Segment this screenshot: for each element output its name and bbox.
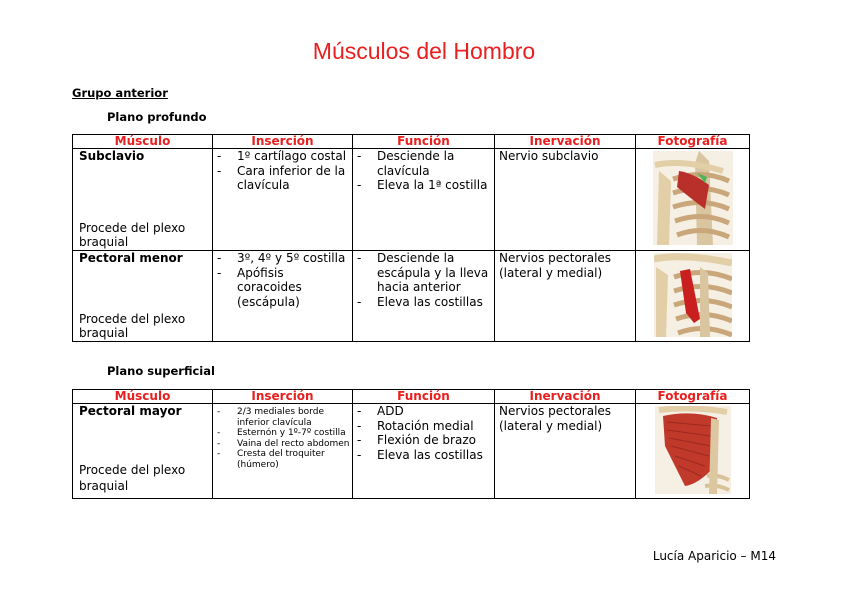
- superficial-plane-heading: Plano superficial: [107, 364, 215, 378]
- origin-note: Procede del plexo braquial: [79, 311, 186, 340]
- superficial-plane-table: [72, 389, 750, 499]
- list-item: - Apófisis coracoides (escápula): [217, 266, 352, 310]
- insertion-cell: [213, 149, 353, 251]
- function-cell: [353, 149, 495, 251]
- list-item: - Cresta del troquiter (húmero): [217, 449, 352, 470]
- list-item: - Desciende la clavícula: [357, 149, 494, 178]
- list-item: - Flexión de brazo: [357, 433, 494, 448]
- photo-cell: [636, 251, 750, 342]
- deep-plane-table: [72, 134, 750, 342]
- header-insertion: Inserción: [213, 390, 353, 404]
- page-title: Músculos del Hombro: [312, 38, 536, 64]
- list-item: - Eleva las costillas: [357, 448, 494, 463]
- insertion-cell: [213, 404, 353, 499]
- subclavius-photo: [653, 151, 733, 245]
- header-muscle: Músculo: [73, 135, 213, 149]
- table-row: [73, 404, 750, 499]
- list-item: - 1º cartílago costal: [217, 149, 352, 164]
- pectoralis-minor-photo: [654, 253, 732, 337]
- muscle-cell: [73, 404, 213, 499]
- function-cell: [353, 251, 495, 342]
- nerve-cell: Nervios pectorales (lateral y medial): [495, 251, 636, 342]
- footer-author: Lucía Aparicio – M14: [652, 549, 776, 563]
- muscle-name: Pectoral mayor: [79, 404, 182, 418]
- table-row: [73, 251, 750, 342]
- header-insertion: Inserción: [213, 135, 353, 149]
- muscle-cell: [73, 251, 213, 342]
- group-heading: Grupo anterior: [72, 86, 168, 100]
- origin-note: Procede del plexo braquial: [79, 221, 186, 249]
- muscle-name: Pectoral menor: [79, 251, 183, 265]
- origin-note: Procede del plexo braquial: [79, 462, 186, 493]
- function-cell: [353, 404, 495, 499]
- header-nerve: Inervación: [495, 135, 636, 149]
- list-item: - Cara inferior de la clavícula: [217, 164, 352, 193]
- header-nerve: Inervación: [495, 390, 636, 404]
- list-item: - Eleva las costillas: [357, 295, 494, 310]
- table-header-row: [73, 390, 750, 404]
- muscle-name: Subclavio: [79, 149, 145, 163]
- list-item: - ADD: [357, 404, 494, 419]
- nerve-cell: Nervios pectorales (lateral y medial): [495, 404, 636, 499]
- photo-cell: [636, 149, 750, 251]
- list-item: - Eleva la 1ª costilla: [357, 178, 494, 193]
- header-muscle: Músculo: [73, 390, 213, 404]
- list-item: - 3º, 4º y 5º costilla: [217, 251, 352, 266]
- table-row: [73, 149, 750, 251]
- list-item: - Vaina del recto abdomen: [217, 439, 352, 450]
- photo-cell: [636, 404, 750, 499]
- list-item: - 2/3 mediales borde inferior clavícula: [217, 407, 352, 428]
- nerve-cell: Nervio subclavio: [495, 149, 636, 251]
- list-item: - Rotación medial: [357, 419, 494, 434]
- list-item: - Esternón y 1º-7º costilla: [217, 428, 352, 439]
- table-header-row: [73, 135, 750, 149]
- list-item: - Desciende la escápula y la lleva hacia anterior: [357, 251, 494, 295]
- header-photo: Fotografía: [636, 135, 750, 149]
- insertion-cell: [213, 251, 353, 342]
- header-photo: Fotografía: [636, 390, 750, 404]
- muscle-cell: [73, 149, 213, 251]
- header-function: Función: [353, 390, 495, 404]
- deep-plane-heading: Plano profundo: [107, 110, 207, 124]
- header-function: Función: [353, 135, 495, 149]
- pectoralis-major-photo: [655, 406, 731, 494]
